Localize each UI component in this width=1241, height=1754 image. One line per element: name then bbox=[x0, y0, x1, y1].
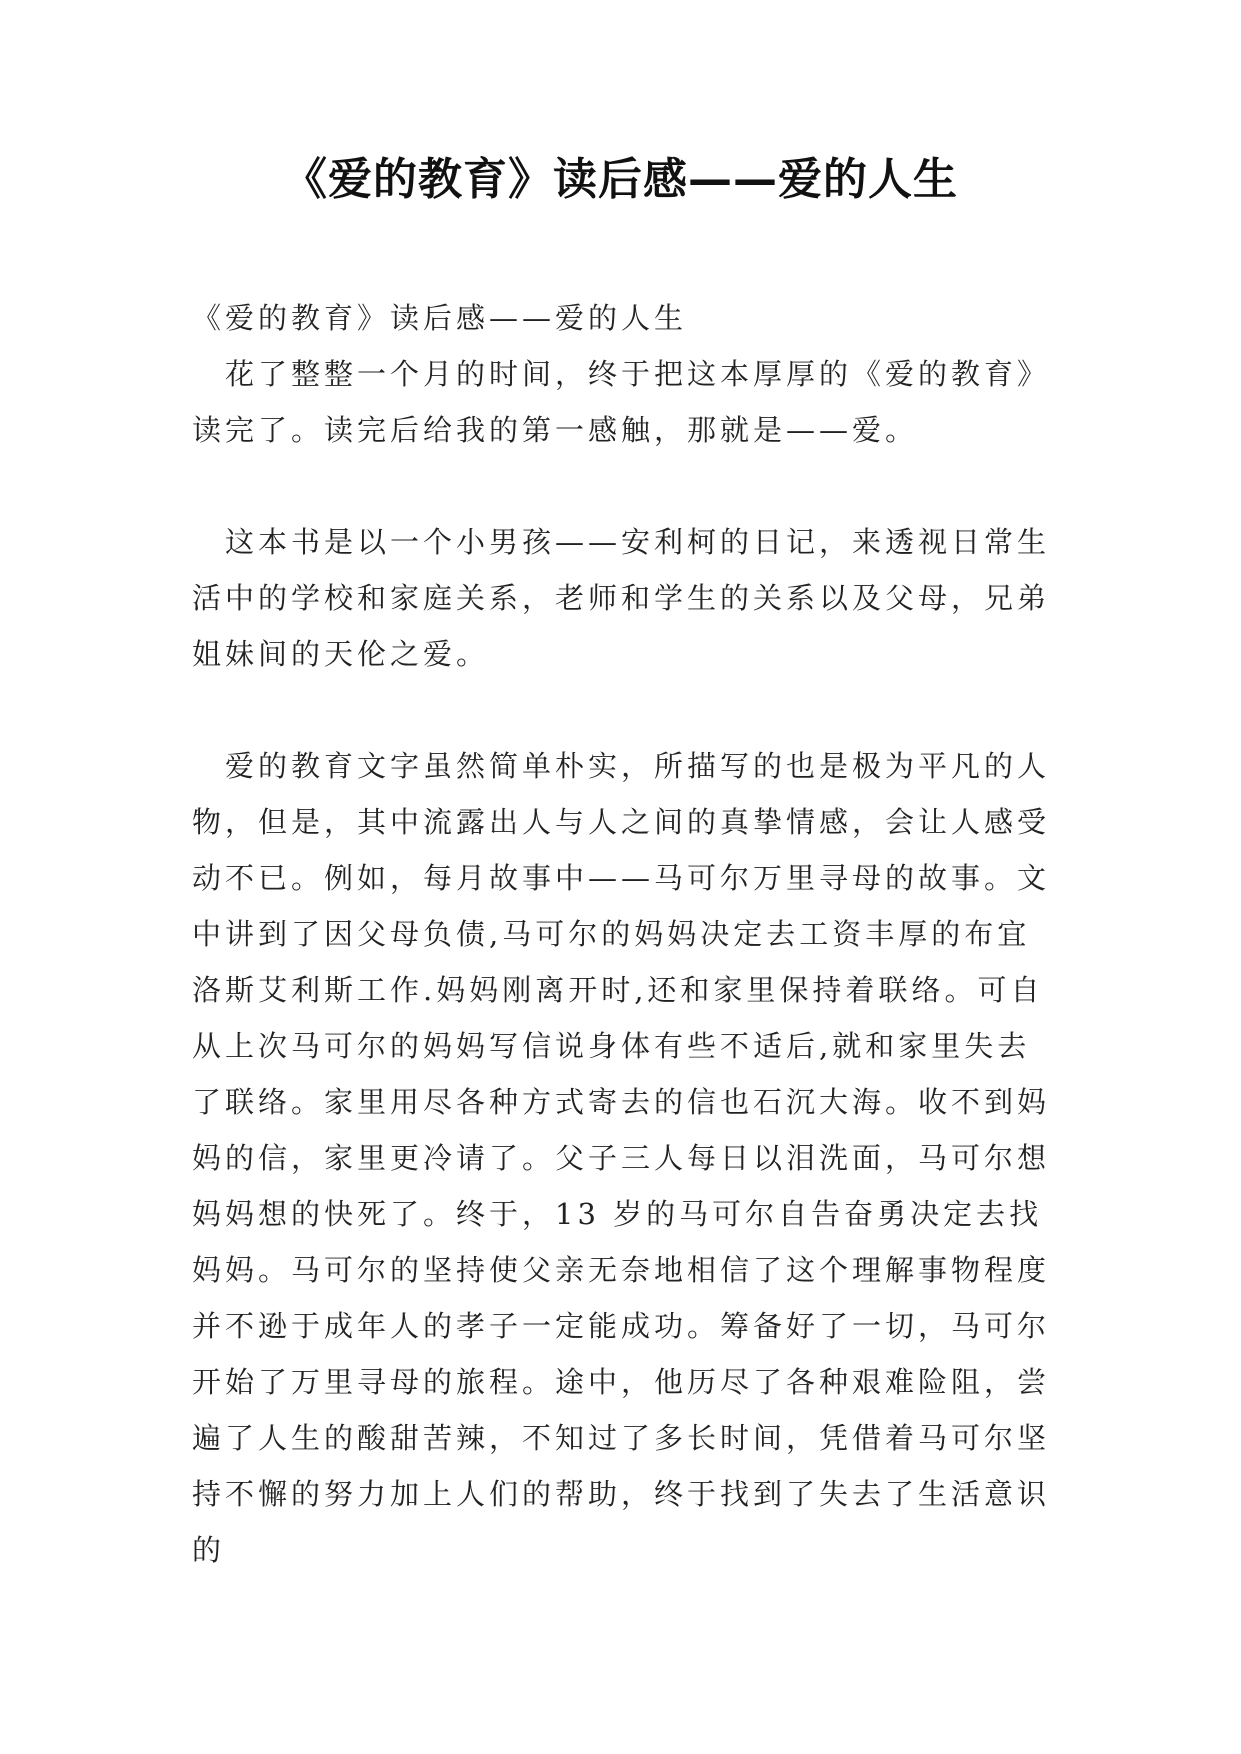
document-subtitle: 《爱的教育》读后感——爱的人生 bbox=[192, 301, 688, 335]
paragraph-story-example: 爱的教育文字虽然简单朴实，所描写的也是极为平凡的人物，但是，其中流露出人与人之间的真挚情感，会让人感受动不已。例如，每月故事中——马可尔万里寻母的故事。文中讲到了因父母负债,马可尔的妈妈决定去工资丰厚的布宜洛斯艾利斯工作.妈妈刚离开时,还和家里保持着联络。可自从上次马可尔的妈妈写信说身体有些不适后,就和家里失去了联络。家里用尽各种方式寄去的信也石沉大海。收不到妈妈的信，家里更冷请了。父子三人每日以泪洗面，马可尔想妈妈想的快死了。终于，13 岁的马可尔自告奋勇决定去找妈妈。马可尔的坚持使父亲无奈地相信了这个理解事物程度并不逊于成年人的孝子一定能成功。筹备好了一切，马可尔开始了万里寻母的旅程。途中，他历尽了各种艰难险阻，尝遍了人生的酸甜苦辣，不知过了多长时间，凭借着马可尔坚持不懈的努力加上人们的帮助，终于找到了失去了生活意识的 bbox=[192, 749, 1051, 1567]
paragraph-spacer bbox=[192, 682, 1062, 738]
document-title: 《爱的教育》读后感——爱的人生 bbox=[283, 154, 958, 205]
paragraph-book-overview: 这本书是以一个小男孩——安利柯的日记，来透视日常生活中的学校和家庭关系，老师和学生的关系以及父母，兄弟姐妹间的天伦之爱。 bbox=[192, 525, 1051, 671]
document-body bbox=[192, 290, 1062, 1578]
paragraph-spacer bbox=[192, 458, 1062, 514]
paragraph-intro: 花了整整一个月的时间，终于把这本厚厚的《爱的教育》读完了。读完后给我的第一感触，那就是——爱。 bbox=[192, 357, 1051, 447]
